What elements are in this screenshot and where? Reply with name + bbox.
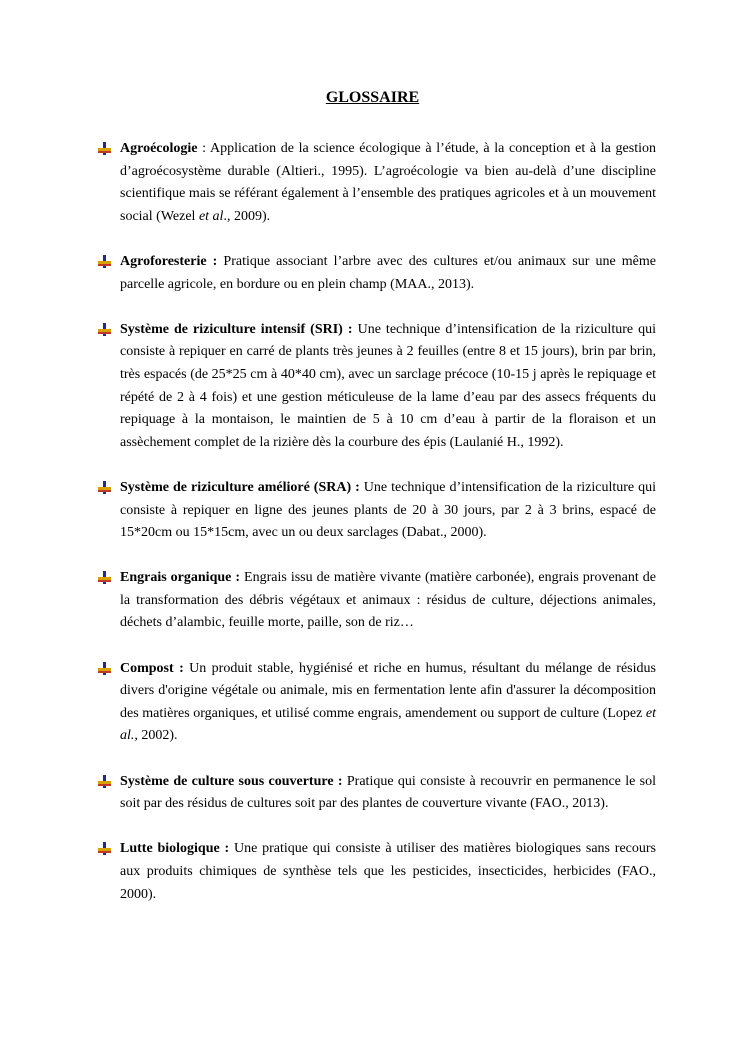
glossary-term: Agroécologie: [120, 141, 198, 156]
glossary-term: Lutte biologique :: [120, 841, 230, 857]
glossary-definition: Application de la science écologique à l’étude, à la conception et à la gestion d’agroécosystème durable (Altieri., 1995). L’agroécologie va bien au-delà d’une discipline scientifique mais se référant également à l’ensemble des pratiques agricoles et à un mouvement social (Wezel: [120, 141, 656, 224]
glossary-entry-agroforesterie: [96, 251, 656, 296]
glossary-entry-agroecologie: [96, 138, 656, 228]
glossary-entry-sra: [96, 477, 656, 545]
bullet-icon: [98, 255, 111, 268]
bullet-icon: [98, 481, 111, 494]
glossary-term: Compost :: [120, 660, 184, 676]
glossary-term: Système de riziculture amélioré (SRA) :: [120, 479, 360, 495]
bullet-icon: [98, 142, 111, 155]
glossary-term: Système de riziculture intensif (SRI) :: [120, 321, 353, 337]
glossary-definition: Une technique d’intensification de la riziculture qui consiste à repiquer en ligne des jeunes plants de 20 à 30 jours, par 2 à 3 brins, espacé de 15*20cm ou 15*15cm, avec un ou deux sarclages (Dabat., 2000).: [120, 479, 656, 541]
glossary-entry-engrais-organique: [96, 567, 656, 635]
glossary-definition: Engrais issu de matière vivante (matière carbonée), engrais provenant de la transformation des débris végétaux et animaux : résidus de culture, déjections animales, déchets d’alambic, feuille morte, paille, son de riz…: [120, 570, 656, 631]
glossary-definition-end: ., 2009).: [223, 208, 271, 224]
glossary-italic: et al.: [120, 705, 656, 744]
glossary-definition: Pratique qui consiste à recouvrir en permanence le sol soit par des résidus de cultures soit par des plantes de couverture vivante (FAO., 2013).: [120, 773, 656, 812]
glossary-separator: :: [197, 141, 210, 156]
glossary-entry-compost: [96, 658, 656, 748]
bullet-icon: [98, 775, 111, 788]
glossary-entry-lutte-biologique: [96, 838, 656, 906]
bullet-icon: [98, 323, 111, 336]
bullet-icon: [98, 571, 111, 584]
bullet-icon: [98, 662, 111, 675]
page-title: GLOSSAIRE: [325, 89, 420, 106]
glossary-definition: Un produit stable, hygiénisé et riche en humus, résultant du mélange de résidus divers d'origine végétale ou animale, mis en fermentation lente afin d'assurer la décomposition des matières organiques, et utilisé comme engrais, amendement ou support de culture (Lopez: [120, 660, 656, 721]
bullet-icon: [98, 842, 111, 855]
glossary-list: [96, 138, 656, 929]
glossary-term: Engrais organique :: [120, 570, 241, 586]
glossary-entry-sri: [96, 319, 656, 455]
glossary-italic: et al: [198, 208, 224, 224]
glossary-definition: Une pratique qui consiste à utiliser des matières biologiques sans recours aux produits chimiques de synthèse tels que les pesticides, insecticides, herbicides (FAO., 2000).: [120, 841, 656, 902]
glossary-term: Agroforesterie :: [120, 253, 218, 269]
glossary-entry-culture-sous-couverture: [96, 771, 656, 816]
glossary-definition-end: , 2002).: [134, 728, 178, 744]
glossary-term: Système de culture sous couverture :: [120, 773, 343, 789]
glossary-definition: Pratique associant l’arbre avec des cultures et/ou animaux sur une même parcelle agricole, en bordure ou en plein champ (MAA., 2013).: [120, 253, 656, 292]
glossary-definition: Une technique d’intensification de la riziculture qui consiste à repiquer en carré de plants très jeunes à 2 feuilles (entre 8 et 15 jours), brin par brin, très espacés (de 25*25 cm à 40*40 cm), avec un sarclage précoce (10-15 j après le repiquage et répété de 2 à 4 fois) et une gestion méticuleuse de la lame d’eau par des assecs fréquents du repiquage à la montaison, le maintien de 5 à 10 cm d’eau à partir de la floraison et un assèchement complet de la rizière dès la courbure des épis (Laulanié H., 1992).: [120, 321, 657, 450]
